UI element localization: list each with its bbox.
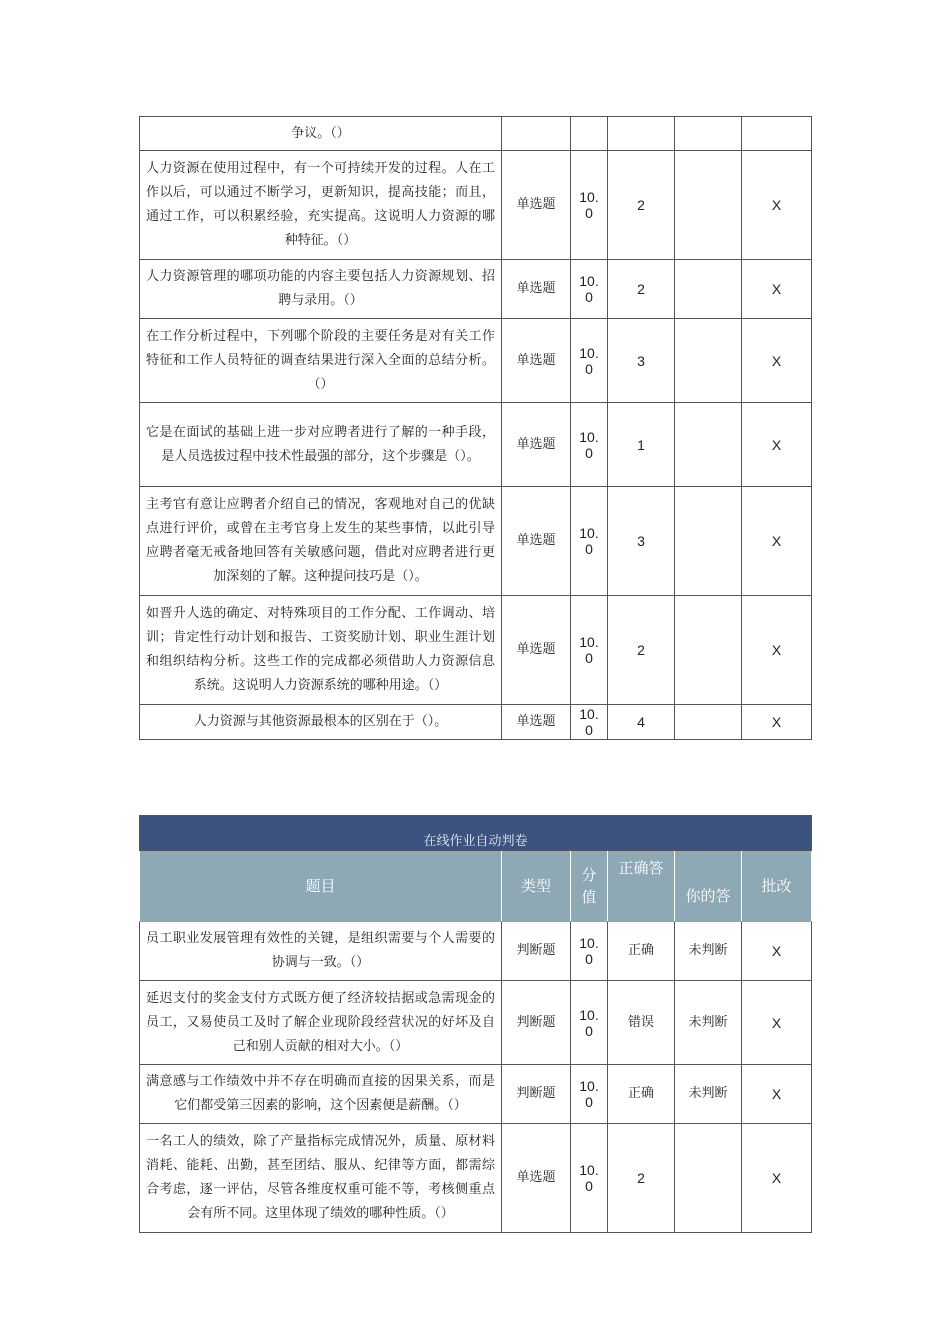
header-score: 分值	[571, 851, 608, 922]
question-text: 人力资源与其他资源最根本的区别在于（）。	[140, 705, 502, 740]
correct-answer: 正确	[608, 1065, 675, 1124]
question-type: 单选题	[502, 596, 571, 705]
grade-mark: X	[742, 596, 812, 705]
correct-answer: 正确	[608, 922, 675, 981]
header-type: 类型	[502, 851, 571, 922]
your-answer	[675, 705, 742, 740]
your-answer	[675, 151, 742, 260]
question-type: 单选题	[502, 260, 571, 319]
your-answer: 未判断	[675, 981, 742, 1065]
grade-mark: X	[742, 981, 812, 1065]
table-title: 在线作业自动判卷	[140, 816, 812, 851]
question-type: 单选题	[502, 319, 571, 403]
grade-mark: X	[742, 1065, 812, 1124]
correct-answer: 1	[608, 403, 675, 487]
question-score: 10.0	[571, 705, 608, 740]
question-type: 单选题	[502, 1124, 571, 1233]
your-answer	[675, 117, 742, 151]
question-score: 10.0	[571, 487, 608, 596]
grade-mark: X	[742, 705, 812, 740]
question-score	[571, 117, 608, 151]
question-score: 10.0	[571, 981, 608, 1065]
question-score: 10.0	[571, 403, 608, 487]
table-row	[140, 117, 812, 151]
your-answer	[675, 403, 742, 487]
question-text: 主考官有意让应聘者介绍自己的情况，客观地对自己的优缺点进行评价，或曾在主考官身上发生的某些事情，以此引导应聘者毫无戒备地回答有关敏感问题，借此对应聘者进行更加深刻的了解。这种提问技巧是（）。	[140, 487, 502, 596]
grading-table-continued	[139, 116, 812, 740]
table-row	[140, 319, 812, 403]
grade-mark: X	[742, 487, 812, 596]
question-text: 延迟支付的奖金支付方式既方便了经济较拮据或急需现金的员工，又易使员工及时了解企业现阶段经营状况的好坏及自己和别人贡献的相对大小。（）	[140, 981, 502, 1065]
table-row	[140, 922, 812, 981]
grade-mark: X	[742, 1124, 812, 1233]
correct-answer: 2	[608, 596, 675, 705]
grade-mark: X	[742, 151, 812, 260]
your-answer	[675, 1124, 742, 1233]
correct-answer: 2	[608, 1124, 675, 1233]
table-row	[140, 1124, 812, 1233]
grade-mark: X	[742, 319, 812, 403]
table-row	[140, 260, 812, 319]
table-row	[140, 487, 812, 596]
correct-answer: 3	[608, 487, 675, 596]
question-text: 满意感与工作绩效中并不存在明确而直接的因果关系，而是它们都受第三因素的影响，这个因素便是薪酬。（）	[140, 1065, 502, 1124]
your-answer	[675, 260, 742, 319]
table-row	[140, 1065, 812, 1124]
header-correct-answer: 正确答	[608, 851, 675, 922]
your-answer	[675, 487, 742, 596]
question-type: 单选题	[502, 151, 571, 260]
grade-mark	[742, 117, 812, 151]
your-answer: 未判断	[675, 1065, 742, 1124]
table-header-row	[140, 851, 812, 922]
your-answer	[675, 596, 742, 705]
header-question: 题目	[140, 851, 502, 922]
grade-mark: X	[742, 403, 812, 487]
table-row	[140, 981, 812, 1065]
grading-table	[139, 815, 812, 1233]
question-text: 人力资源在使用过程中，有一个可持续开发的过程。人在工作以后，可以通过不断学习，更新知识，提高技能；而且，通过工作，可以积累经验，充实提高。这说明人力资源的哪种特征。（）	[140, 151, 502, 260]
question-type: 判断题	[502, 981, 571, 1065]
header-grade: 批改	[742, 851, 812, 922]
table-row	[140, 596, 812, 705]
question-text: 一名工人的绩效，除了产量指标完成情况外，质量、原材料消耗、能耗、出勤，甚至团结、服从、纪律等方面，都需综合考虑，逐一评估，尽管各维度权重可能不等，考核侧重点会有所不同。这里体现了绩效的哪种性质。（）	[140, 1124, 502, 1233]
question-score: 10.0	[571, 922, 608, 981]
question-type: 判断题	[502, 1065, 571, 1124]
table-row	[140, 705, 812, 740]
question-text: 员工职业发展管理有效性的关键，是组织需要与个人需要的协调与一致。（）	[140, 922, 502, 981]
question-score: 10.0	[571, 319, 608, 403]
question-type: 单选题	[502, 487, 571, 596]
question-score: 10.0	[571, 596, 608, 705]
question-text: 它是在面试的基础上进一步对应聘者进行了解的一种手段，是人员选拔过程中技术性最强的部分，这个步骤是（）。	[140, 403, 502, 487]
header-your-answer: 你的答	[675, 851, 742, 922]
correct-answer: 4	[608, 705, 675, 740]
grade-mark: X	[742, 922, 812, 981]
correct-answer: 2	[608, 151, 675, 260]
correct-answer: 错误	[608, 981, 675, 1065]
question-text: 争议。（）	[140, 117, 502, 151]
question-score: 10.0	[571, 260, 608, 319]
question-score: 10.0	[571, 1124, 608, 1233]
table-row	[140, 151, 812, 260]
question-type: 判断题	[502, 922, 571, 981]
question-text: 在工作分析过程中，下列哪个阶段的主要任务是对有关工作特征和工作人员特征的调查结果进行深入全面的总结分析。（）	[140, 319, 502, 403]
question-type	[502, 117, 571, 151]
grade-mark: X	[742, 260, 812, 319]
question-type: 单选题	[502, 705, 571, 740]
your-answer	[675, 319, 742, 403]
correct-answer: 3	[608, 319, 675, 403]
table-title-row	[140, 816, 812, 851]
question-score: 10.0	[571, 151, 608, 260]
question-text: 人力资源管理的哪项功能的内容主要包括人力资源规划、招聘与录用。（）	[140, 260, 502, 319]
question-type: 单选题	[502, 403, 571, 487]
correct-answer: 2	[608, 260, 675, 319]
your-answer: 未判断	[675, 922, 742, 981]
correct-answer	[608, 117, 675, 151]
question-score: 10.0	[571, 1065, 608, 1124]
table-row	[140, 403, 812, 487]
question-text: 如晋升人选的确定、对特殊项目的工作分配、工作调动、培训；肯定性行动计划和报告、工资奖励计划、职业生涯计划和组织结构分析。这些工作的完成都必须借助人力资源信息系统。这说明人力资源系统的哪种用途。（）	[140, 596, 502, 705]
